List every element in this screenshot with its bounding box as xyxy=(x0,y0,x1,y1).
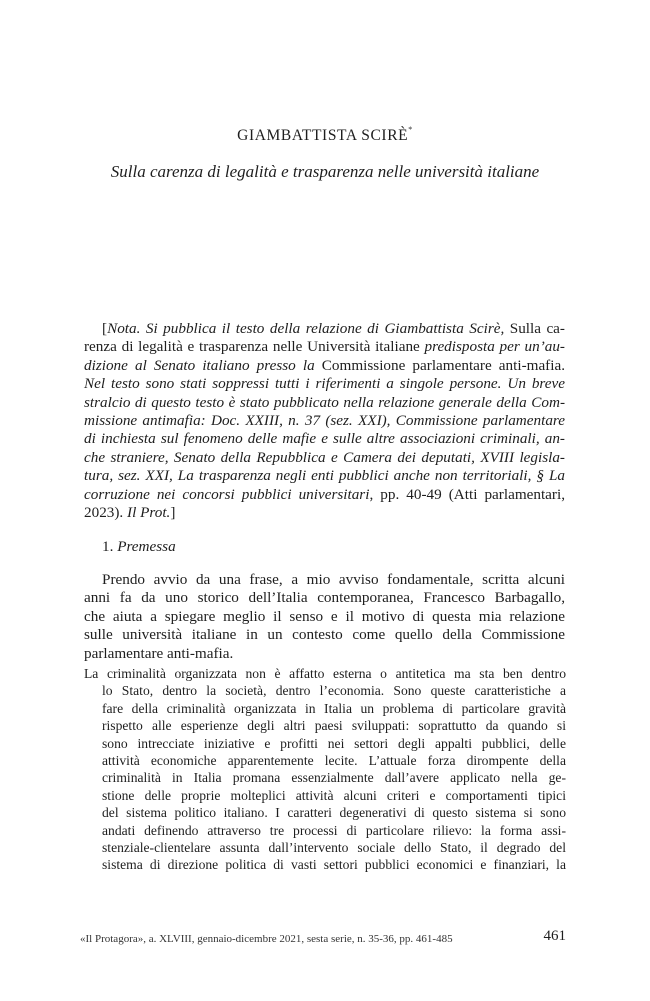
note-segment: missione antimafia: Doc. XXIII, n. 37 (sez. XXI), Commissione parlamentare xyxy=(84,411,565,429)
note-segment: di inchiesta sul fenomeno delle mafie e sulle altre associazioni criminali, an- xyxy=(84,430,565,448)
quote-line: stenziale-clientelare assunta dall’intervento sociale dello Stato, il degrado del xyxy=(102,839,566,855)
quote-line: del sistema politico italiano. I caratteri degenerativi di questo sistema si sono xyxy=(102,805,566,821)
note-line xyxy=(84,375,565,393)
article-title: Sulla carenza di legalità e trasparenza nelle università italiane xyxy=(110,162,540,181)
section-heading xyxy=(102,538,176,556)
editorial-note xyxy=(84,320,565,522)
note-segment: tura, sez. XXI, La trasparenza negli enti pubblici anche non territoriali, § La xyxy=(84,467,565,485)
note-line xyxy=(84,449,565,467)
note-segment: , pp. 40-49 (Atti parlamentari, xyxy=(369,485,565,503)
quote-line: sistema di direzione politica di vasti settori pubblici economici e finanziari, la xyxy=(102,857,566,873)
note-segment: Nota. Si pubblica il testo della relazione di Giambattista Scirè, xyxy=(107,320,505,337)
note-segment: Nel testo sono stati soppressi tutti i riferimenti a singole persone. Un breve xyxy=(84,375,565,393)
quote-line: attività economiche apparentemente lecite. L’attuale forza dirompente della xyxy=(102,752,566,768)
note-segment: stralcio di questo testo è stato pubblicato nella relazione generale della Com- xyxy=(84,393,565,411)
author-name-text: GIAMBATTISTA SCIRÈ xyxy=(237,127,409,145)
paragraph-line: parlamentare anti-mafia. xyxy=(84,644,234,662)
quote-line: sono intrecciate iniziative e profitti nei settori degli appalti pubblici, delle xyxy=(102,735,566,751)
quote-line: andati definendo attraverso tre processi di particolare rilievo: la forma assi- xyxy=(102,822,566,838)
quote-line: La criminalità organizzata non è affatto esterna o antitetica ma sta ben dentro xyxy=(84,666,566,681)
note-segment: che straniere, Senato della Repubblica e Camera dei deputati, XVIII legisla- xyxy=(84,448,565,466)
note-line xyxy=(84,430,565,448)
note-segment: renza di legalità e trasparenza nelle Università italiane xyxy=(84,338,425,356)
paragraph-line: anni fa da uno storico dell’Italia contemporanea, Francesco Barbagallo, xyxy=(84,589,565,607)
note-segment: Sulla ca- xyxy=(504,320,565,337)
note-line xyxy=(84,486,565,504)
paragraph-line: che aiuta a spiegare meglio il senso e il motivo di questa mia relazione xyxy=(84,607,565,625)
quote-line: criminalità in Italia promana essenzialmente dall’avere applicato nella ge- xyxy=(102,770,566,786)
paragraph-line: sulle università italiane in un contesto come quello della Commissione xyxy=(84,626,565,644)
body-paragraph xyxy=(84,571,565,663)
note-segment: 2023). xyxy=(84,503,128,521)
note-line xyxy=(84,412,565,430)
note-segment: dizione al Senato italiano presso la xyxy=(84,356,322,374)
paragraph-line: Prendo avvio da una frase, a mio avviso fondamentale, scritta alcuni xyxy=(102,571,565,588)
note-line xyxy=(84,338,565,356)
author-name xyxy=(0,127,650,145)
note-line xyxy=(84,394,565,412)
note-segment: Commissione parlamentare anti-mafia. xyxy=(321,356,565,374)
note-segment: [ xyxy=(102,320,108,337)
quote-line: stione delle proprie molteplici attività alcuni criteri e comportamenti tipici xyxy=(102,787,566,803)
quote-line: fare della criminalità organizzata in Italia un problema di particolare gravità xyxy=(102,700,566,716)
quote-line: lo Stato, dentro la società, dentro l’economia. Sono queste caratteristiche a xyxy=(102,683,566,699)
note-line xyxy=(84,357,565,375)
page-number: 461 xyxy=(543,928,566,944)
note-line xyxy=(84,467,565,485)
note-segment: predisposta per un’au- xyxy=(424,338,565,356)
block-quote xyxy=(84,665,566,874)
note-segment: ] xyxy=(170,503,176,521)
footer-citation: «Il Protagora», a. XLVIII, gennaio-dicembre 2021, sesta serie, n. 35-36, pp. 461-485 xyxy=(80,933,453,945)
note-line xyxy=(84,504,565,522)
note-segment: Il Prot. xyxy=(127,503,171,521)
note-line xyxy=(84,320,565,338)
section-number: 1. xyxy=(102,538,118,555)
quote-line: rispetto alle esperienze degli altri paesi sviluppati: soprattutto da quando si xyxy=(102,718,566,734)
author-footnote-mark: * xyxy=(408,125,413,134)
section-title: Premessa xyxy=(117,538,176,555)
note-segment: corruzione nei concorsi pubblici universitari xyxy=(84,485,370,503)
